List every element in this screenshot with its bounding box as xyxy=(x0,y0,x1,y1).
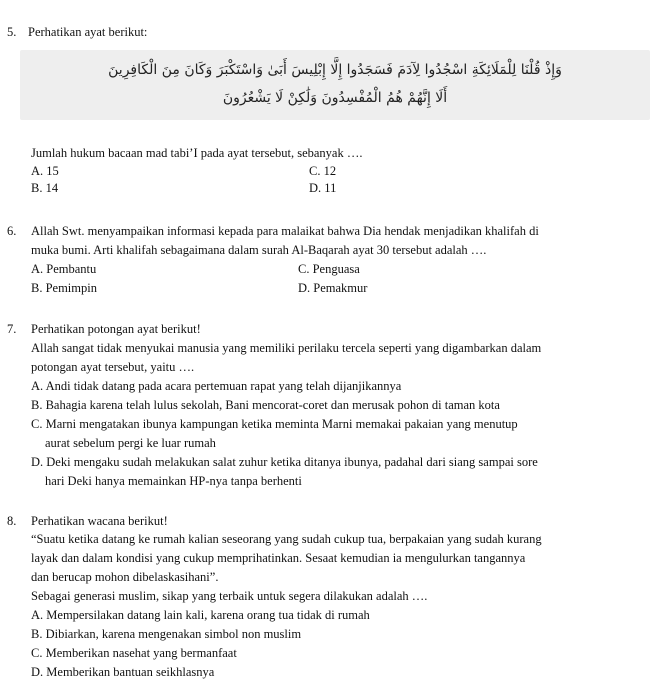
question-8-quote-line-1: “Suatu ketika datang ke rumah kalian seseorang yang sudah cukup tua, berpakaian yang sudah kurang xyxy=(31,532,542,546)
question-7-option-d[interactable]: D. Deki mengaku sudah melakukan salat zuhur ketika ditanya ibunya, padahal dari siang sampai sore xyxy=(31,455,538,469)
question-8-prompt: Perhatikan wacana berikut! xyxy=(31,514,168,528)
question-8-option-d[interactable]: D. Memberikan bantuan seikhlasnya xyxy=(31,665,215,679)
question-8-option-c[interactable]: C. Memberikan nasehat yang bermanfaat xyxy=(31,646,237,660)
question-6-option-d[interactable]: D. Pemakmur xyxy=(298,281,368,295)
question-6-option-c[interactable]: C. Penguasa xyxy=(298,262,360,276)
question-7-option-d-cont: hari Deki hanya memainkan HP-nya tanpa berhenti xyxy=(45,474,302,488)
question-5-option-d[interactable]: D. 11 xyxy=(309,181,337,195)
question-7-option-c-cont: aurat sebelum pergi ke luar rumah xyxy=(45,436,216,450)
question-6-number: 6. xyxy=(7,224,17,238)
arabic-verse-line-2: أَلَا إِنَّهُمْ هُمُ الْمُفْسِدُونَ وَلَٰكِنْ لَا يَشْعُرُونَ xyxy=(222,90,448,106)
question-6-option-b[interactable]: B. Pemimpin xyxy=(31,281,97,295)
question-7-option-c[interactable]: C. Marni mengatakan ibunya kampungan ketika meminta Marni memakai pakaian yang menutup xyxy=(31,417,518,431)
question-8-quote-line-2: layak dan dalam kondisi yang cukup memprihatinkan. Sesaat kemudian ia mengulurkan tangannya xyxy=(31,551,526,565)
question-7-line-1: Allah sangat tidak menyukai manusia yang memiliki perilaku tercela seperti yang digambarkan dalam xyxy=(31,341,542,355)
question-5-prompt: Perhatikan ayat berikut: xyxy=(28,25,148,39)
question-6-line-1: Allah Swt. menyampaikan informasi kepada para malaikat bahwa Dia hendak menjadikan khalifah di xyxy=(31,224,539,238)
question-8-quote-line-3: dan berucap mohon dibelaskasihani”. xyxy=(31,570,219,584)
question-7-option-a[interactable]: A. Andi tidak datang pada acara pertemuan rapat yang telah dijanjikannya xyxy=(31,379,402,393)
question-8-text: Sebagai generasi muslim, sikap yang terbaik untuk segera dilakukan adalah …. xyxy=(31,589,428,603)
arabic-verse-box xyxy=(20,50,650,120)
question-8-option-a[interactable]: A. Mempersilakan datang lain kali, karena orang tua tidak di rumah xyxy=(31,608,370,622)
question-5-option-a[interactable]: A. 15 xyxy=(31,164,59,178)
question-8-option-b[interactable]: B. Dibiarkan, karena mengenakan simbol non muslim xyxy=(31,627,302,641)
question-6-line-2: muka bumi. Arti khalifah sebagaimana dalam surah Al-Baqarah ayat 30 tersebut adalah …. xyxy=(31,243,487,257)
question-8-number: 8. xyxy=(7,514,17,528)
question-5-option-c[interactable]: C. 12 xyxy=(309,164,337,178)
question-6-option-a[interactable]: A. Pembantu xyxy=(31,262,97,276)
question-7-prompt: Perhatikan potongan ayat berikut! xyxy=(31,322,201,336)
question-7-line-2: potongan ayat tersebut, yaitu …. xyxy=(31,360,195,374)
question-7-option-b[interactable]: B. Bahagia karena telah lulus sekolah, Bani mencorat-coret dan merusak pohon di taman kota xyxy=(31,398,500,412)
question-7-number: 7. xyxy=(7,322,17,336)
question-5-option-b[interactable]: B. 14 xyxy=(31,181,59,195)
arabic-verse-line-1: وَإِذْ قُلْنَا لِلْمَلَائِكَةِ اسْجُدُوا لِآدَمَ فَسَجَدُوا إِلَّا إِبْلِيسَ أَبَىٰ وَاسْتَكْبَرَ وَكَانَ مِنَ الْكَافِرِينَ xyxy=(108,62,562,78)
question-5-text: Jumlah hukum bacaan mad tabi’I pada ayat tersebut, sebanyak …. xyxy=(31,146,363,160)
question-5-number: 5. xyxy=(7,25,17,39)
